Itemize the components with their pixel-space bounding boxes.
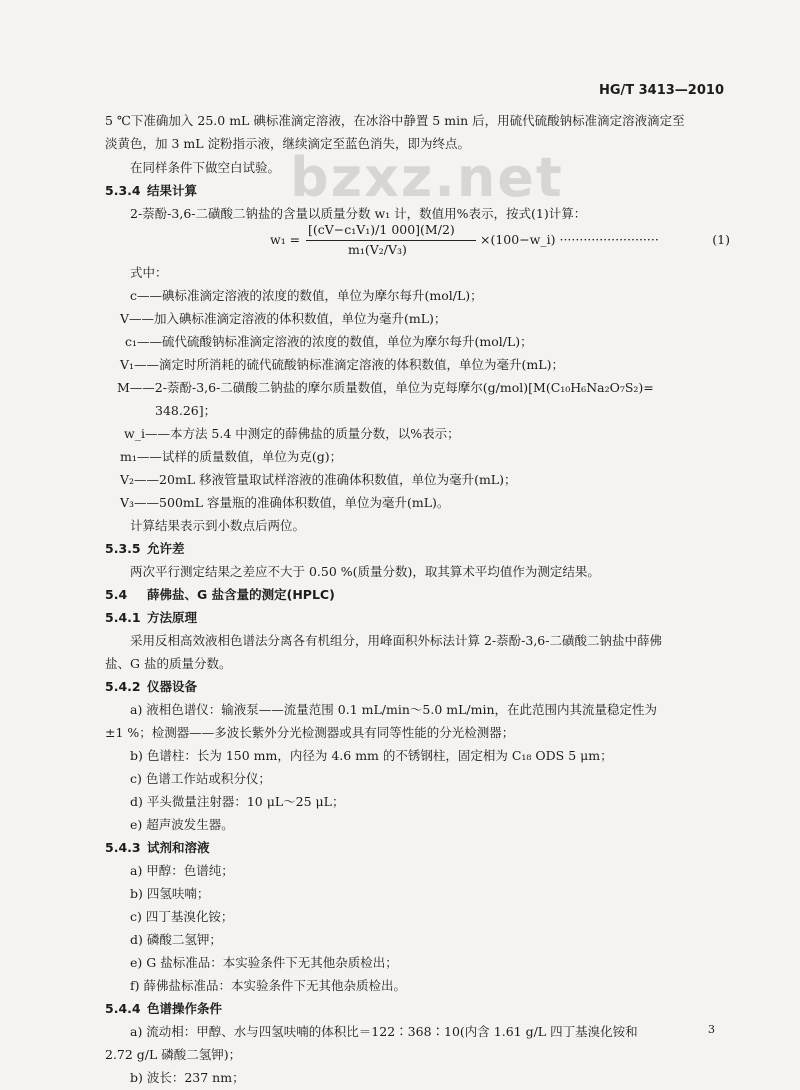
list-item: e) G 盐标准品：本实验条件下无其他杂质检出； — [130, 955, 398, 970]
standard-number: HG/T 3413—2010 — [598, 83, 724, 98]
list-item: b) 色谱柱：长为 150 mm，内径为 4.6 mm 的不锈钢柱，固定相为 C₁₈ ODS 5 μm； — [130, 748, 613, 763]
section-title: 色谱操作条件 — [147, 1001, 223, 1016]
definition-line: m₁——试样的质量数值，单位为克(g)； — [120, 449, 343, 464]
section-number: 5.3.4 — [105, 183, 141, 198]
equation-number: (1) — [712, 232, 730, 247]
section-heading — [105, 840, 210, 856]
text-line: 2-萘酚-3,6-二磺酸二钠盐的含量以质量分数 w₁ 计，数值用%表示，按式(1)计算： — [130, 206, 587, 221]
list-item: a) 液相色谱仪：输液泵——流量范围 0.1 mL/min～5.0 mL/min，在此范围内其流量稳定性为 — [130, 702, 658, 717]
fraction-bar — [306, 240, 476, 241]
text-line: 淡黄色，加 3 mL 淀粉指示液，继续滴定至蓝色消失，即为终点。 — [105, 136, 471, 151]
section-title: 结果计算 — [147, 183, 198, 198]
section-title: 允许差 — [147, 541, 185, 556]
text-line: 盐、G 盐的质量分数。 — [105, 656, 232, 671]
text-line: 5 ℃下准确加入 25.0 mL 碘标准滴定溶液，在冰浴中静置 5 min 后，用硫代硫酸钠标准滴定溶液滴定至 — [105, 113, 685, 128]
definition-line: V₂——20mL 移液管量取试样溶液的准确体积数值，单位为毫升(mL)； — [120, 472, 517, 487]
section-title: 薛佛盐、G 盐含量的测定(HPLC) — [147, 587, 335, 602]
list-item: a) 流动相：甲醇、水与四氢呋喃的体积比＝122∶368∶10(内含 1.61 g/L 四丁基溴化铵和 — [130, 1024, 638, 1039]
watermark: bzxz.net — [290, 146, 564, 209]
list-item: a) 甲醇：色谱纯； — [130, 863, 234, 878]
formula-numerator: [(cV−c₁V₁)/1 000](M/2) — [308, 222, 455, 237]
list-item: b) 波长：237 nm； — [130, 1070, 245, 1085]
list-item: f) 薛佛盐标准品：本实验条件下无其他杂质检出。 — [130, 978, 406, 993]
section-heading — [105, 610, 197, 626]
section-number: 5.4.2 — [105, 679, 141, 694]
formula-denominator: m₁(V₂/V₃) — [348, 242, 407, 257]
text-line: 两次平行测定结果之差应不大于 0.50 %(质量分数)，取其算术平均值作为测定结果。 — [130, 564, 600, 579]
formula-lhs: w₁ = — [270, 232, 301, 247]
section-heading — [105, 679, 197, 695]
formula — [270, 222, 730, 258]
definition-line: 348.26]； — [155, 403, 217, 418]
section-title: 方法原理 — [147, 610, 198, 625]
section-heading — [105, 1001, 222, 1017]
text-line: 计算结果表示到小数点后两位。 — [130, 518, 306, 533]
definition-line: V₁——滴定时所消耗的硫代硫酸钠标准滴定溶液的体积数值，单位为毫升(mL)； — [120, 357, 564, 372]
list-item: c) 色谱工作站或积分仪； — [130, 771, 271, 786]
definition-line: w_i——本方法 5.4 中测定的薛佛盐的质量分数，以%表示； — [124, 426, 460, 441]
text-line: 2.72 g/L 磷酸二氢钾)； — [105, 1047, 242, 1062]
list-item: e) 超声波发生器。 — [130, 817, 234, 832]
section-number: 5.4.4 — [105, 1001, 141, 1016]
definition-line: c₁——硫代硫酸钠标准滴定溶液的浓度的数值，单位为摩尔每升(mol/L)； — [125, 334, 533, 349]
text-line: 式中： — [130, 265, 168, 280]
section-number: 5.4.3 — [105, 840, 141, 855]
definition-line: M——2-萘酚-3,6-二磺酸二钠盐的摩尔质量数值，单位为克每摩尔(g/mol)[M(C₁₀H₆Na₂O₇S₂)= — [117, 380, 654, 395]
list-item: b) 四氢呋喃； — [130, 886, 210, 901]
list-item: d) 磷酸二氢钾； — [130, 932, 222, 947]
formula-tail: ×(100−w_i) ························· — [480, 232, 659, 247]
list-item: c) 四丁基溴化铵； — [130, 909, 234, 924]
definition-line: V₃——500mL 容量瓶的准确体积数值，单位为毫升(mL)。 — [120, 495, 450, 510]
section-title: 仪器设备 — [147, 679, 198, 694]
text-line: 采用反相高效液相色谱法分离各有机组分，用峰面积外标法计算 2-萘酚-3,6-二磺酸二钠盐中薛佛 — [130, 633, 662, 648]
page-number: 3 — [708, 1023, 715, 1036]
section-number: 5.3.5 — [105, 541, 141, 556]
list-item: d) 平头微量注射器：10 μL～25 μL； — [130, 794, 345, 809]
definition-line: c——碘标准滴定溶液的浓度的数值，单位为摩尔每升(mol/L)； — [130, 288, 483, 303]
text-line: 在同样条件下做空白试验。 — [130, 160, 281, 175]
section-number: 5.4 — [105, 587, 128, 602]
section-heading — [105, 183, 197, 199]
section-title: 试剂和溶液 — [147, 840, 210, 855]
section-heading — [105, 541, 185, 557]
definition-line: V——加入碘标准滴定溶液的体积数值，单位为毫升(mL)； — [120, 311, 447, 326]
text-line: ±1 %；检测器——多波长紫外分光检测器或具有同等性能的分光检测器； — [105, 725, 515, 740]
section-number: 5.4.1 — [105, 610, 141, 625]
section-heading — [105, 587, 335, 603]
